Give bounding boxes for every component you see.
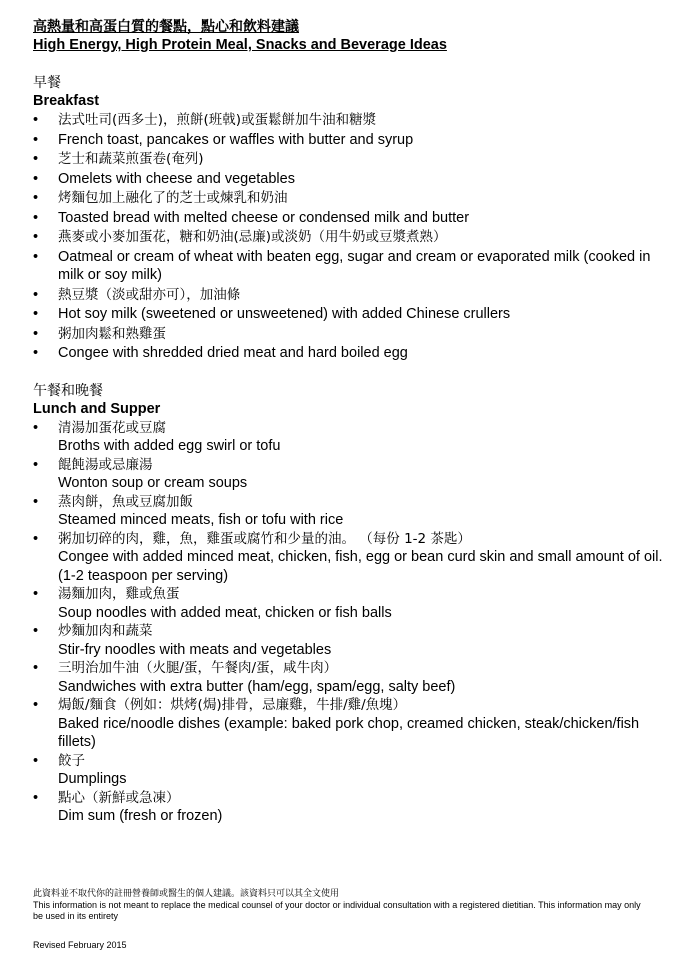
bullet-icon: • [33, 752, 39, 769]
bullet-icon: • [33, 112, 39, 128]
bullet-icon: • [33, 286, 39, 303]
footer-disclaimer [33, 889, 653, 922]
list-item-english: Steamed minced meats, fish or tofu with rice [58, 512, 344, 528]
list-item [33, 456, 673, 493]
bullet-icon: • [33, 229, 39, 245]
footer-disclaimer-english: This information is not meant to replace the medical counsel of your doctor or individual consultation with a registered dietitian. This information may only be used in its entirety [33, 900, 641, 921]
list-item [33, 248, 673, 285]
list-item-english: Wonton soup or cream soups [58, 475, 248, 491]
list-item-text: Oatmeal or cream of wheat with beaten egg, sugar and cream or evaporated milk (cooked in milk or soy milk) [58, 248, 651, 283]
list-item [33, 209, 673, 228]
title-chinese: 高熱量和高蛋白質的餐點，點心和飲料建議 [33, 19, 299, 35]
bullet-icon: • [33, 325, 39, 342]
footer-disclaimer-chinese: 此資料並不取代你的註冊營養師或醫生的個人建議。該資料只可以其全文使用 [33, 889, 340, 899]
list-item-english: Dim sum (fresh or frozen) [58, 808, 223, 824]
list-item [33, 622, 673, 659]
list-item-text: Congee with shredded dried meat and hard boiled egg [58, 345, 408, 361]
list-item [33, 585, 673, 622]
bullet-icon: • [33, 789, 39, 806]
breakfast-heading-english: Breakfast [33, 93, 100, 109]
list-item-english: Dumplings [58, 771, 127, 787]
list-item [33, 170, 673, 189]
document-page [33, 18, 673, 826]
lunch-heading-chinese: 午餐和晚餐 [33, 382, 103, 399]
title-english: High Energy, High Protein Meal, Snacks and Beverage Ideas [33, 37, 447, 53]
list-item-text: French toast, pancakes or waffles with butter and syrup [58, 131, 414, 148]
list-item-chinese: 餃子 [58, 752, 85, 769]
list-item [33, 111, 673, 130]
list-item [33, 344, 673, 363]
list-item-chinese: 三明治加牛油（火腿/蛋，午餐肉/蛋，咸牛肉） [58, 660, 338, 676]
lunch-heading-english: Lunch and Supper [33, 400, 161, 417]
list-item-text: 熱豆漿（淡或甜亦可），加油條 [58, 286, 241, 303]
bullet-icon: • [33, 131, 39, 148]
lunch-list [33, 419, 673, 826]
list-item-english: Congee with added minced meat, chicken, fish, egg or bean curd skin and small amount of oil. (1-2 teaspoon per serving) [58, 549, 663, 584]
bullet-icon: • [33, 151, 39, 167]
list-item [33, 189, 673, 208]
bullet-icon: • [33, 345, 39, 361]
list-item [33, 659, 673, 696]
bullet-icon: • [33, 586, 39, 602]
list-item-english: Baked rice/noodle dishes (example: baked pork chop, creamed chicken, steak/chicken/fish fillets) [58, 715, 640, 750]
list-item [33, 305, 673, 324]
list-item-text: Omelets with cheese and vegetables [58, 170, 295, 187]
bullet-icon: • [33, 419, 39, 436]
bullet-icon: • [33, 493, 39, 510]
bullet-icon: • [33, 209, 39, 226]
list-item-english: Soup noodles with added meat, chicken or fish balls [58, 604, 392, 621]
list-item [33, 530, 673, 586]
list-item-chinese: 粥加切碎的肉，雞，魚，雞蛋或腐竹和少量的油。 （每份 1-2 茶匙） [58, 530, 471, 547]
list-item-text: Toasted bread with melted cheese or condensed milk and butter [58, 209, 470, 226]
list-item-chinese: 湯麵加肉，雞或魚蛋 [58, 586, 180, 602]
list-item [33, 493, 673, 530]
bullet-icon: • [33, 306, 39, 322]
bullet-icon: • [33, 456, 39, 473]
bullet-icon: • [33, 697, 39, 713]
bullet-icon: • [33, 190, 39, 206]
list-item-text: 燕麥或小麥加蛋花，糖和奶油(忌廉)或淡奶（用牛奶或豆漿煮熟） [58, 229, 447, 245]
list-item [33, 419, 673, 456]
list-item-text: 粥加肉鬆和熟雞蛋 [58, 325, 166, 342]
list-item [33, 131, 673, 150]
list-item-text: Hot soy milk (sweetened or unsweetened) with added Chinese crullers [58, 306, 511, 322]
bullet-icon: • [33, 248, 39, 265]
breakfast-list [33, 111, 673, 363]
list-item [33, 286, 673, 305]
list-item [33, 228, 673, 247]
revised-date: Revised February 2015 [33, 940, 127, 950]
list-item-english: Stir-fry noodles with meats and vegetables [58, 641, 332, 658]
lunch-section [33, 382, 673, 826]
bullet-icon: • [33, 660, 39, 676]
list-item-english: Broths with added egg swirl or tofu [58, 438, 281, 454]
list-item [33, 325, 673, 344]
list-item [33, 696, 673, 752]
list-item [33, 752, 673, 789]
list-item-text: 芝士和蔬菜煎蛋卷(奄列) [58, 151, 204, 167]
bullet-icon: • [33, 623, 39, 639]
list-item-chinese: 清湯加蛋花或豆腐 [58, 419, 166, 436]
list-item-chinese: 餛飩湯或忌廉湯 [58, 456, 153, 473]
bullet-icon: • [33, 170, 39, 187]
list-item-chinese: 點心（新鮮或急凍） [58, 789, 180, 806]
breakfast-heading-chinese: 早餐 [33, 75, 61, 91]
list-item-text: 烤麵包加上融化了的芝士或煉乳和奶油 [58, 190, 288, 206]
list-item-chinese: 焗飯/麵食（例如：烘烤(焗)排骨，忌廉雞，牛排/雞/魚塊） [58, 697, 407, 713]
bullet-icon: • [33, 530, 39, 547]
list-item [33, 150, 673, 169]
breakfast-section [33, 74, 673, 363]
list-item-english: Sandwiches with extra butter (ham/egg, spam/egg, salty beef) [58, 678, 456, 695]
list-item-chinese: 蒸肉餅，魚或豆腐加飯 [58, 493, 193, 510]
list-item-chinese: 炒麵加肉和蔬菜 [58, 623, 153, 639]
list-item [33, 789, 673, 826]
list-item-text: 法式吐司(西多士)，煎餅(班戟)或蛋鬆餅加牛油和糖漿 [58, 112, 377, 128]
